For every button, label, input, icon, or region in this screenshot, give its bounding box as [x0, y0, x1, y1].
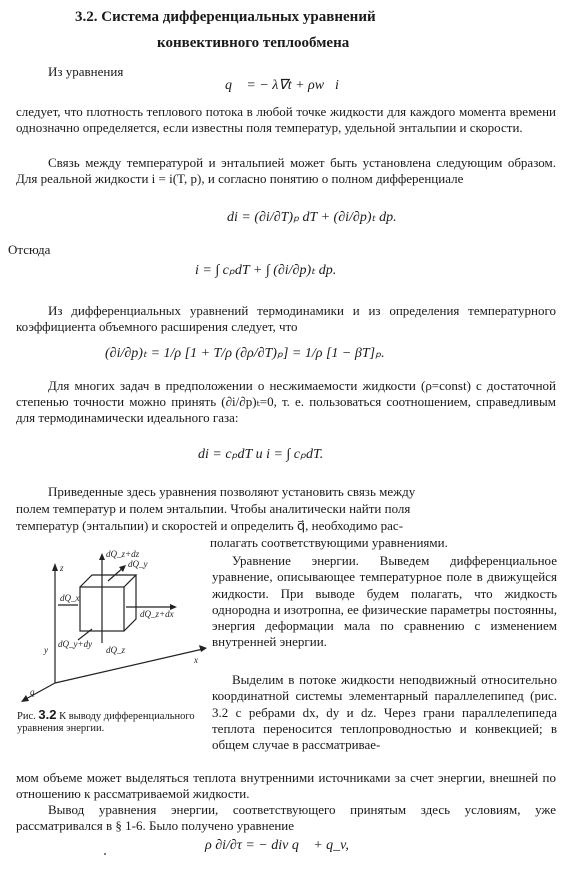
paragraph-energy-derivation: Вывод уравнения энергии, соответствующего принятым здесь условиям, уже рассматривался в § 1-6. Было получено уравнение — [16, 802, 556, 833]
z-axis-arrow-icon — [52, 563, 58, 571]
section-title-line2: конвективного теплообмена — [157, 35, 350, 51]
equation-total-differential: di = (∂i/∂T)ₚ dT + (∂i/∂p)ₜ dp. — [227, 210, 397, 225]
cube-side-face — [124, 575, 136, 631]
caption-text: К выводу дифференциального уравнения энергии. — [17, 711, 195, 734]
equation-enthalpy-integral: i = ∫ cₚdT + ∫ (∂i/∂p)ₜ dp. — [195, 263, 337, 278]
label-z: z — [60, 563, 64, 573]
caption-number: 3.2 — [38, 707, 57, 722]
paragraph-parallelepiped: Выделим в потоке жидкости неподвижный относительно координатной системы элементарный параллелепипед (рис. 3.2 с ребрами dx, dy и dz. Через грани параллелепипеда теплота переносится теплопроводностью и конвекцией; в общем случае в рассматривае- — [212, 672, 557, 753]
equation-expansion-coefficient: (∂i/∂p)ₜ = 1/ρ [1 + T/ρ (∂ρ/∂T)ₚ] = 1/ρ [1 − βT]ₚ. — [105, 346, 385, 361]
equation-heat-flux: q⃗ = − λ∇t + ρw⃗i — [225, 78, 339, 93]
paragraph-energy-equation: Уравнение энергии. Выведем дифференциальное уравнение, описывающее температурное поле в движущейся жидкости. При выводе будем полагать, что жидкость однородна и изотропна, ее физические параметры постоянны, энергия деформации мала по сравнению с изменением внутренней энергии. — [212, 553, 557, 650]
paragraph-fields-line3: температур (энтальпии) и скоростей и определить q⃗, необходимо рас- — [16, 518, 404, 533]
figure-parallelepiped-diagram — [18, 545, 213, 705]
paragraph-lead: Из уравнения — [48, 64, 124, 79]
equation-energy: ρ ∂i/∂τ = − div q⃗ + q_v, — [205, 838, 349, 853]
label-dQx-dx: dQ_z+dx — [140, 609, 174, 619]
caption-prefix: Рис. — [17, 711, 36, 722]
paragraph-enthalpy: Связь между температурой и энтальпией может быть установлена следующим образом. Для реальной жидкости i = i(T, p), и согласно понятию о полном дифференциале — [16, 155, 556, 186]
paragraph-heat-flux: следует, что плотность теплового потока в любой точке жидкости для каждого момента времени однозначно определяется, если известны поля температур, удельной энтальпии и скорости. — [16, 104, 556, 135]
x-axis-arrow-icon — [199, 645, 207, 652]
scan-speck — [104, 853, 106, 855]
section-title-line1: 3.2. Система дифференциальных уравнений — [75, 9, 376, 25]
label-dQz-dz: dQ_z+dz — [106, 549, 140, 559]
label-y: y — [44, 645, 48, 655]
equation-ideal-gas: di = cₚdT и i = ∫ cₚdT. — [198, 447, 324, 462]
paragraph-internal-sources: мом объеме может выделяться теплота внутренними источниками за счет энергии, внешней по отношению к рассматриваемой жидкости. — [16, 770, 556, 801]
y-axis — [24, 683, 55, 700]
label-dQx: dQ_x — [60, 593, 80, 603]
label-dQy-dy: dQ_y+dy — [58, 639, 93, 649]
paragraph-incompressible: Для многих задач в предположении о несжимаемости жидкости (ρ=const) с достаточной степенью точности можно принять (∂i/∂p)ₜ=0, т. е. пользоваться соотношением, справедливым для термодинамически идеального газа: — [16, 378, 556, 425]
paragraph-thermodynamics: Из дифференциальных уравнений термодинамики и из определения температурного коэффициента объемного расширения следует, что — [16, 303, 556, 334]
label-dQz: dQ_z — [106, 645, 126, 655]
x-axis — [55, 649, 203, 683]
figure-caption — [17, 709, 207, 735]
paragraph-fields-line1: Приведенные здесь уравнения позволяют установить связь между — [48, 484, 416, 499]
paragraph-fields-line4: полагать соответствующими уравнениями. — [210, 535, 448, 550]
paragraph-fields-line2: полем температур и полем энтальпии. Чтобы аналитически найти поля — [16, 501, 411, 516]
label-q: q — [30, 687, 35, 697]
text-otsyuda: Отсюда — [8, 242, 51, 257]
arrow-up-icon — [99, 553, 105, 560]
label-x: x — [194, 655, 198, 665]
label-dQy: dQ_y — [128, 559, 148, 569]
